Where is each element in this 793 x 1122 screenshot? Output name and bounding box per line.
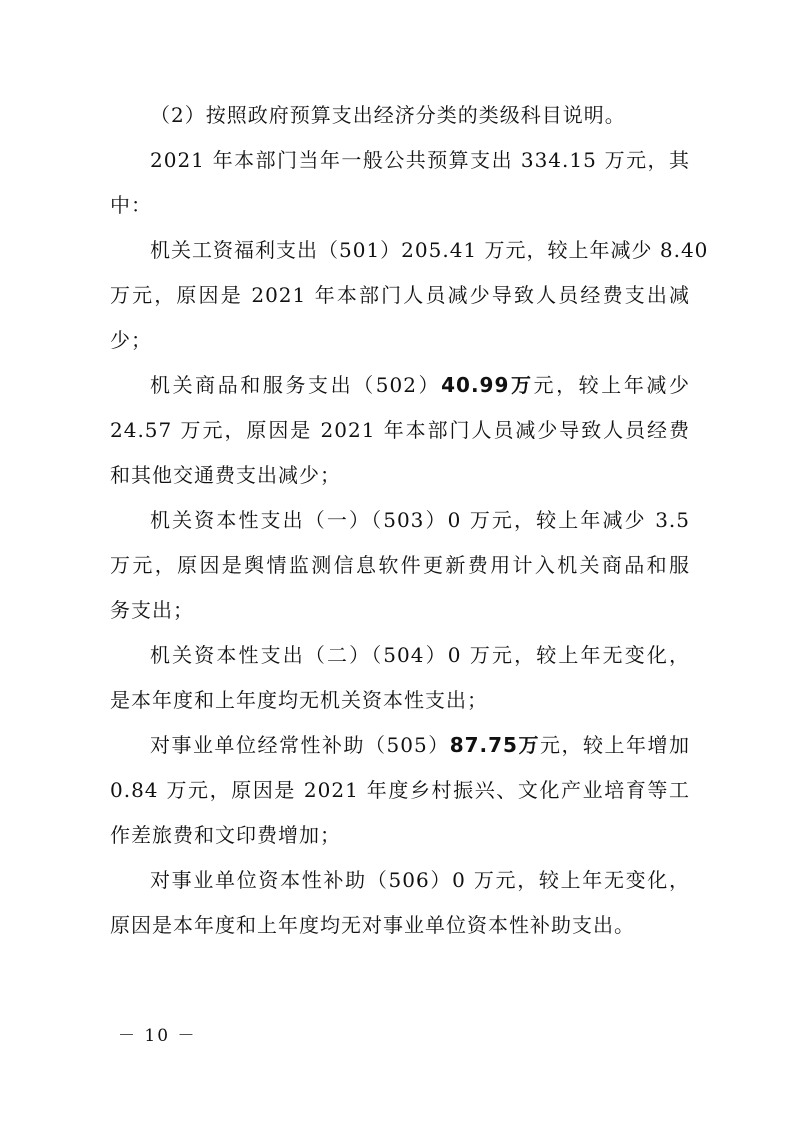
paragraph-line: 万元，原因是 2021 年本部门人员减少导致人员经费支出减 [110,283,690,307]
paragraph-line: 万元，原因是舆情监测信息软件更新费用计入机关商品和服 [110,553,690,577]
line-text: 对事业单位经常性补助（505） [150,733,450,757]
line-text: 机关工资福利支出（501）205.41 万元，较上年减少 8.40 [150,238,709,262]
line-text: 元，较上年增加 [539,733,690,757]
paragraph-line: 务支出； [110,598,194,622]
paragraph-line [150,730,690,760]
paragraph-line: 少； [110,328,152,352]
paragraph-line: 中： [110,193,152,217]
line-text: 元，较上年减少 [533,373,690,397]
paragraph-line: 24.57 万元，原因是 2021 年本部门人员减少导致人员经费 [110,418,690,442]
bold-amount: 40.99万 [441,373,534,397]
paragraph-line: 对事业单位资本性补助（506）0 万元，较上年无变化， [150,868,690,892]
paragraph-line [150,370,690,400]
paragraph-line: 作差旅费和文印费增加； [110,823,341,847]
line-text: 机关商品和服务支出（502） [150,373,442,397]
paragraph-line: 2021 年本部门当年一般公共预算支出 334.15 万元，其 [150,148,690,172]
page-number: － 10 － [118,1026,197,1046]
paragraph-line: 机关资本性支出（二）（504）0 万元，较上年无变化， [150,643,690,667]
section-heading: （2）按照政府预算支出经济分类的类级科目说明。 [150,103,626,127]
paragraph-line: 是本年度和上年度均无机关资本性支出； [110,688,488,712]
bold-amount: 87.75万 [449,733,540,757]
paragraph-line: 0.84 万元，原因是 2021 年度乡村振兴、文化产业培育等工 [110,778,690,802]
paragraph-line [150,235,709,265]
paragraph-line: 和其他交通费支出减少； [110,463,341,487]
paragraph-line: 原因是本年度和上年度均无对事业单位资本性补助支出。 [110,913,635,937]
paragraph-line: 机关资本性支出（一）（503）0 万元，较上年减少 3.5 [150,508,690,532]
